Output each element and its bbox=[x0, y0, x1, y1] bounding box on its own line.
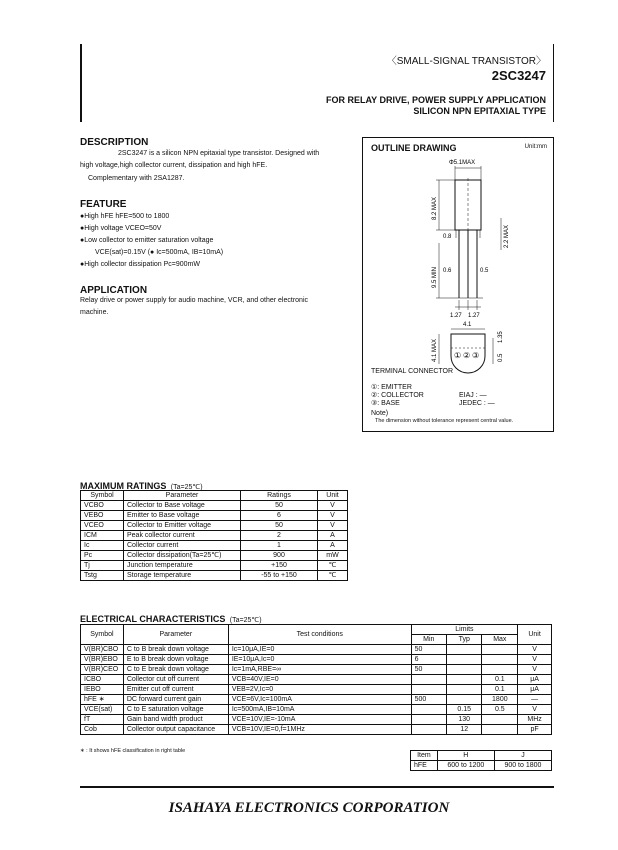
symbol-cell: Tj bbox=[81, 561, 124, 571]
max-cell bbox=[482, 655, 518, 665]
unit-cell: V bbox=[318, 521, 348, 531]
unit-cell: A bbox=[318, 531, 348, 541]
parameter-cell: Storage temperature bbox=[124, 571, 241, 581]
unit-cell: μA bbox=[518, 675, 552, 685]
max-cell: 0.5 bbox=[482, 705, 518, 715]
table-header: H bbox=[437, 751, 494, 761]
condition-cell: VEB=2V,Ic=0 bbox=[228, 685, 411, 695]
eiaj-label: EIAJ : — bbox=[459, 392, 487, 399]
description-heading: DESCRIPTION bbox=[80, 137, 149, 148]
application-heading: APPLICATION bbox=[80, 285, 148, 296]
symbol-cell: ICBO bbox=[81, 675, 124, 685]
parameter-cell: Emitter to Base voltage bbox=[124, 511, 241, 521]
symbol-cell: IEBO bbox=[81, 685, 124, 695]
typ-cell bbox=[446, 675, 482, 685]
dim-08: 0.8 bbox=[443, 234, 452, 240]
table-row bbox=[81, 521, 348, 531]
symbol-cell: VCBO bbox=[81, 501, 124, 511]
parameter-cell: C to E saturation voltage bbox=[123, 705, 228, 715]
symbol-cell: V(BR)CEO bbox=[81, 665, 124, 675]
table-row bbox=[81, 571, 348, 581]
footer-rule bbox=[80, 786, 554, 788]
condition-cell: Ic=10μA,IE=0 bbox=[228, 645, 411, 655]
table-row bbox=[81, 551, 348, 561]
condition-cell: VCB=10V,IE=0,f=1MHz bbox=[228, 725, 411, 735]
max-ratings-cond: (Ta=25℃) bbox=[170, 484, 203, 491]
pin-3-marker: ③ bbox=[472, 351, 480, 360]
max-cell: 0.1 bbox=[482, 675, 518, 685]
table-header: Parameter bbox=[124, 491, 241, 501]
terminal-heading: TERMINAL CONNECTOR bbox=[371, 368, 454, 375]
table-row bbox=[81, 705, 552, 715]
unit-cell: ℃ bbox=[318, 561, 348, 571]
symbol-cell: V(BR)CBO bbox=[81, 645, 124, 655]
symbol-cell: Ic bbox=[81, 541, 124, 551]
class-h-cell: 600 to 1200 bbox=[437, 761, 494, 771]
unit-cell: μA bbox=[518, 685, 552, 695]
typ-cell bbox=[446, 685, 482, 695]
company-name: ISAHAYA ELECTRONICS CORPORATION bbox=[168, 800, 450, 816]
table-row bbox=[81, 501, 348, 511]
unit-cell: MHz bbox=[518, 715, 552, 725]
table-row bbox=[81, 715, 552, 725]
dim-41max: 4.1 MAX bbox=[432, 338, 438, 362]
pin-1-marker: ① bbox=[454, 351, 462, 360]
elec-cond: (Ta=25℃) bbox=[229, 617, 262, 624]
typ-cell bbox=[446, 695, 482, 705]
outline-heading: OUTLINE DRAWING bbox=[371, 143, 457, 153]
min-cell: 50 bbox=[411, 665, 446, 675]
dim-body: 8.2 MAX bbox=[432, 196, 438, 220]
dim-05: 0.5 bbox=[480, 268, 489, 274]
rating-cell: 6 bbox=[241, 511, 318, 521]
rating-cell: 50 bbox=[241, 501, 318, 511]
dim-lead: 9.5 MIN bbox=[432, 266, 438, 288]
min-cell bbox=[411, 715, 446, 725]
table-row bbox=[411, 761, 552, 771]
table-header-row bbox=[81, 625, 552, 635]
table-header-row bbox=[81, 491, 348, 501]
parameter-cell: Collector to Emitter voltage bbox=[124, 521, 241, 531]
dim-41: 4.1 bbox=[463, 322, 472, 328]
symbol-cell: fT bbox=[81, 715, 124, 725]
condition-cell: VCE=6V,Ic=100mA bbox=[228, 695, 411, 705]
feature-item: ●High collector dissipation Pc=900mW bbox=[80, 261, 200, 268]
right-margin-rule bbox=[553, 44, 554, 122]
application-line-2: machine. bbox=[80, 309, 109, 316]
min-cell: 500 bbox=[411, 695, 446, 705]
unit-cell: V bbox=[318, 511, 348, 521]
unit-cell: mW bbox=[318, 551, 348, 561]
table-header: Limits bbox=[411, 625, 518, 635]
typ-cell bbox=[446, 655, 482, 665]
table-row bbox=[81, 655, 552, 665]
symbol-cell: VCEO bbox=[81, 521, 124, 531]
parameter-cell: Emitter cut off current bbox=[123, 685, 228, 695]
symbol-cell: VEBO bbox=[81, 511, 124, 521]
unit-cell: V bbox=[518, 645, 552, 655]
symbol-cell: VCE(sat) bbox=[81, 705, 124, 715]
class-j-cell: 900 to 1800 bbox=[494, 761, 551, 771]
min-cell bbox=[411, 675, 446, 685]
symbol-cell: Cob bbox=[81, 725, 124, 735]
typ-cell bbox=[446, 645, 482, 655]
symbol-cell: V(BR)EBO bbox=[81, 655, 124, 665]
feature-item: ●Low collector to emitter saturation voltage bbox=[80, 237, 214, 244]
application-title-2: SILICON NPN EPITAXIAL TYPE bbox=[413, 106, 546, 116]
outline-drawing-box bbox=[362, 137, 554, 432]
table-header: Symbol bbox=[81, 625, 124, 645]
max-cell bbox=[482, 725, 518, 735]
feature-heading: FEATURE bbox=[80, 199, 127, 210]
typ-cell bbox=[446, 665, 482, 675]
rating-cell: 1 bbox=[241, 541, 318, 551]
parameter-cell: C to B break down voltage bbox=[123, 645, 228, 655]
table-row bbox=[81, 695, 552, 705]
parameter-cell: Collector to Base voltage bbox=[124, 501, 241, 511]
rating-cell: 900 bbox=[241, 551, 318, 561]
symbol-cell: Tstg bbox=[81, 571, 124, 581]
hfe-footnote: ∗ : It shows hFE classification in right table bbox=[80, 748, 186, 754]
elec-heading: ELECTRICAL CHARACTERISTICS bbox=[80, 614, 226, 624]
min-cell: 6 bbox=[411, 655, 446, 665]
application-title-1: FOR RELAY DRIVE, POWER SUPPLY APPLICATION bbox=[325, 95, 546, 105]
table-header: J bbox=[494, 751, 551, 761]
condition-cell: IE=10μA,Ic=0 bbox=[228, 655, 411, 665]
table-row bbox=[81, 685, 552, 695]
parameter-cell: Junction temperature bbox=[124, 561, 241, 571]
condition-cell: Ic=1mA,RBE=∞ bbox=[228, 665, 411, 675]
item-cell: hFE bbox=[411, 761, 438, 771]
unit-label: Unit:mm bbox=[524, 144, 547, 150]
symbol-cell: Pc bbox=[81, 551, 124, 561]
terminal-base: ③: BASE bbox=[371, 400, 400, 407]
table-header-row bbox=[411, 751, 552, 761]
table-header: Ratings bbox=[241, 491, 318, 501]
table-row bbox=[81, 541, 348, 551]
rating-cell: 2 bbox=[241, 531, 318, 541]
dim-width: Φ5.1MAX bbox=[449, 160, 476, 166]
table-row bbox=[81, 725, 552, 735]
part-number: 2SC3247 bbox=[491, 68, 546, 83]
unit-cell: V bbox=[518, 705, 552, 715]
description-line-3: Complementary with 2SA1287. bbox=[88, 175, 185, 182]
feature-list bbox=[80, 211, 223, 271]
dim-22: 2.2 MAX bbox=[504, 224, 510, 248]
condition-cell: VCE=10V,IE=-10mA bbox=[228, 715, 411, 725]
typ-cell: 130 bbox=[446, 715, 482, 725]
rating-cell: 50 bbox=[241, 521, 318, 531]
feature-item: ●High voltage VCEO=50V bbox=[80, 225, 162, 232]
table-header: Item bbox=[411, 751, 438, 761]
table-header: Test conditions bbox=[228, 625, 411, 645]
dim-05b: 0.5 bbox=[498, 353, 504, 362]
min-cell bbox=[411, 725, 446, 735]
symbol-cell: ICM bbox=[81, 531, 124, 541]
dim-06: 0.6 bbox=[443, 268, 452, 274]
application-line-1: Relay drive or power supply for audio machine, VCR, and other electronic bbox=[80, 297, 309, 304]
condition-cell: Ic=500mA,IB=10mA bbox=[228, 705, 411, 715]
unit-cell: V bbox=[518, 655, 552, 665]
symbol-cell: hFE ∗ bbox=[81, 695, 124, 705]
max-ratings-table bbox=[80, 490, 348, 581]
unit-cell: V bbox=[518, 665, 552, 675]
unit-cell: V bbox=[318, 501, 348, 511]
parameter-cell: Collector output capacitance bbox=[123, 725, 228, 735]
table-row bbox=[81, 511, 348, 521]
unit-cell: ℃ bbox=[318, 571, 348, 581]
dim-135: 1.35 bbox=[498, 331, 504, 343]
table-header: Typ bbox=[446, 635, 482, 645]
parameter-cell: Collector current bbox=[124, 541, 241, 551]
parameter-cell: Collector cut off current bbox=[123, 675, 228, 685]
max-cell: 0.1 bbox=[482, 685, 518, 695]
table-row bbox=[81, 675, 552, 685]
min-cell bbox=[411, 705, 446, 715]
category-label: 〈SMALL-SIGNAL TRANSISTOR〉 bbox=[386, 56, 546, 67]
left-margin-rule bbox=[80, 44, 82, 122]
table-row bbox=[81, 561, 348, 571]
feature-item: ●High hFE hFE=500 to 1800 bbox=[80, 213, 170, 220]
table-header: Unit bbox=[518, 625, 552, 645]
description-line-1: 2SC3247 is a silicon NPN epitaxial type transistor. Designed with bbox=[118, 150, 320, 157]
min-cell: 50 bbox=[411, 645, 446, 655]
unit-cell: — bbox=[518, 695, 552, 705]
dim-pitch-2: 1.27 bbox=[468, 313, 480, 319]
unit-cell: pF bbox=[518, 725, 552, 735]
max-cell bbox=[482, 645, 518, 655]
max-cell bbox=[482, 715, 518, 725]
elec-table bbox=[80, 624, 552, 735]
max-ratings-heading: MAXIMUM RATINGS bbox=[80, 481, 167, 491]
parameter-cell: Gain band width product bbox=[123, 715, 228, 725]
parameter-cell: C to E break down voltage bbox=[123, 665, 228, 675]
note-label: Note) bbox=[371, 410, 389, 417]
description-line-2: high voltage,high collector current, dissipation and high hFE. bbox=[80, 162, 268, 169]
typ-cell: 12 bbox=[446, 725, 482, 735]
table-row bbox=[81, 645, 552, 655]
note-text: The dimension without tolerance represent central value. bbox=[375, 418, 514, 424]
parameter-cell: Peak collector current bbox=[124, 531, 241, 541]
typ-cell: 0.15 bbox=[446, 705, 482, 715]
terminal-emitter: ①: EMITTER bbox=[371, 384, 412, 391]
hfe-classification-table bbox=[410, 750, 552, 771]
min-cell bbox=[411, 685, 446, 695]
feature-item: VCE(sat)=0.15V (● Ic=500mA, IB=10mA) bbox=[95, 249, 224, 256]
terminal-collector: ②: COLLECTOR bbox=[371, 392, 424, 399]
max-cell bbox=[482, 665, 518, 675]
table-header: Unit bbox=[318, 491, 348, 501]
jedec-label: JEDEC : — bbox=[459, 400, 495, 407]
parameter-cell: Collector dissipation(Ta=25℃) bbox=[124, 551, 241, 561]
table-header: Symbol bbox=[81, 491, 124, 501]
unit-cell: A bbox=[318, 541, 348, 551]
table-row bbox=[81, 665, 552, 675]
dim-pitch-1: 1.27 bbox=[450, 313, 462, 319]
max-cell: 1800 bbox=[482, 695, 518, 705]
rating-cell: -55 to +150 bbox=[241, 571, 318, 581]
table-header: Parameter bbox=[123, 625, 228, 645]
table-header: Max bbox=[482, 635, 518, 645]
rating-cell: +150 bbox=[241, 561, 318, 571]
parameter-cell: DC forward current gain bbox=[123, 695, 228, 705]
table-header: Min bbox=[411, 635, 446, 645]
pin-2-marker: ② bbox=[463, 351, 471, 360]
table-row bbox=[81, 531, 348, 541]
condition-cell: VCB=40V,IE=0 bbox=[228, 675, 411, 685]
parameter-cell: E to B break down voltage bbox=[123, 655, 228, 665]
